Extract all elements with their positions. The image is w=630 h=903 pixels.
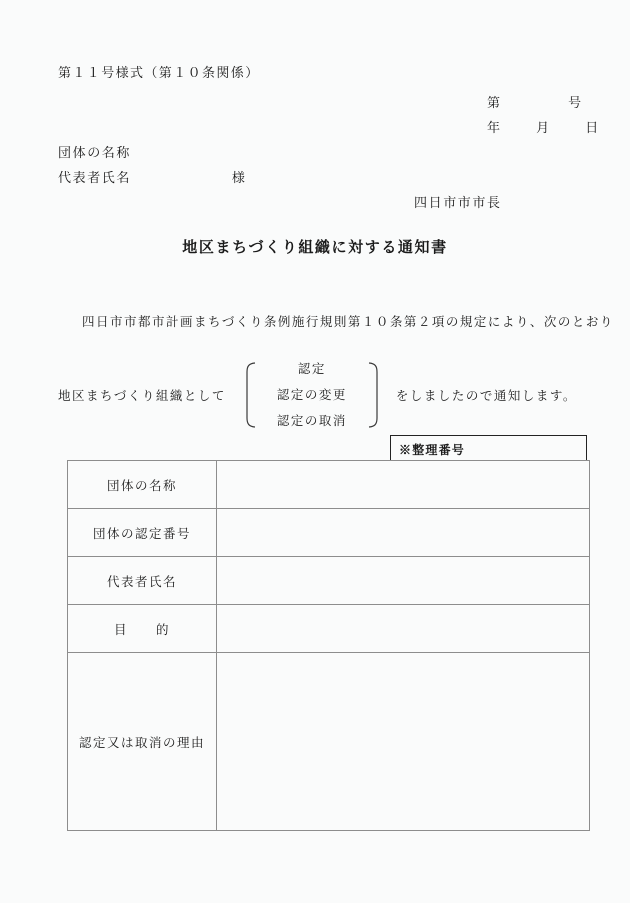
row-value-certification-number[interactable] bbox=[217, 509, 590, 557]
clause-brace-group bbox=[244, 362, 380, 428]
issuer-name: 四日市市市長 bbox=[414, 195, 502, 210]
addressee-organization: 団体の名称 bbox=[58, 145, 132, 160]
left-brace-icon bbox=[244, 362, 256, 428]
reference-number-label: ※整理番号 bbox=[399, 443, 466, 457]
body-paragraph-line-1 bbox=[58, 312, 614, 330]
row-value-purpose[interactable] bbox=[217, 605, 590, 653]
page-title: 地区まちづくり組織に対する通知書 bbox=[182, 240, 448, 256]
clause-option-2[interactable]: 認定の取消 bbox=[276, 413, 347, 428]
addressee-representative bbox=[58, 167, 246, 186]
date-year-label: 年 bbox=[487, 120, 502, 135]
clause-option-1[interactable]: 認定の変更 bbox=[276, 387, 347, 402]
row-value-reason[interactable] bbox=[217, 653, 590, 831]
clause-options-list bbox=[256, 362, 368, 428]
row-value-organization-name[interactable] bbox=[217, 461, 590, 509]
row-label-representative-name: 代表者氏名 bbox=[68, 557, 217, 605]
table-row bbox=[68, 605, 590, 653]
table-row bbox=[68, 509, 590, 557]
table-row bbox=[68, 653, 590, 831]
document-number-line bbox=[487, 92, 582, 111]
clause-option-0[interactable]: 認定 bbox=[297, 362, 326, 376]
row-label-certification-number: 団体の認定番号 bbox=[68, 509, 217, 557]
document-number-label: 第 bbox=[487, 95, 502, 110]
notification-details-table bbox=[67, 460, 590, 831]
document-number-unit: 号 bbox=[568, 95, 583, 110]
honorific-suffix: 様 bbox=[231, 170, 247, 185]
row-label-organization-name: 団体の名称 bbox=[68, 461, 217, 509]
table-row bbox=[68, 557, 590, 605]
table-row bbox=[68, 461, 590, 509]
clause-selection-row bbox=[58, 362, 577, 428]
right-brace-icon bbox=[368, 362, 380, 428]
clause-lead-text: 地区まちづくり組織として bbox=[58, 389, 226, 403]
row-value-representative-name[interactable] bbox=[217, 557, 590, 605]
clause-tail-text: をしましたので通知します。 bbox=[395, 389, 577, 403]
document-date-line bbox=[487, 117, 599, 136]
addressee-representative-label: 代表者氏名 bbox=[58, 170, 132, 185]
row-label-reason: 認定又は取消の理由 bbox=[68, 653, 217, 831]
date-month-label: 月 bbox=[536, 120, 551, 135]
body-paragraph-text: 四日市市都市計画まちづくり条例施行規則第１０条第２項の規定により、次のとおり bbox=[82, 315, 614, 329]
form-number: 第１１号様式（第１０条関係） bbox=[58, 65, 260, 80]
date-day-label: 日 bbox=[585, 120, 600, 135]
reference-number-box bbox=[390, 435, 587, 461]
row-label-purpose: 目 的 bbox=[68, 605, 217, 653]
